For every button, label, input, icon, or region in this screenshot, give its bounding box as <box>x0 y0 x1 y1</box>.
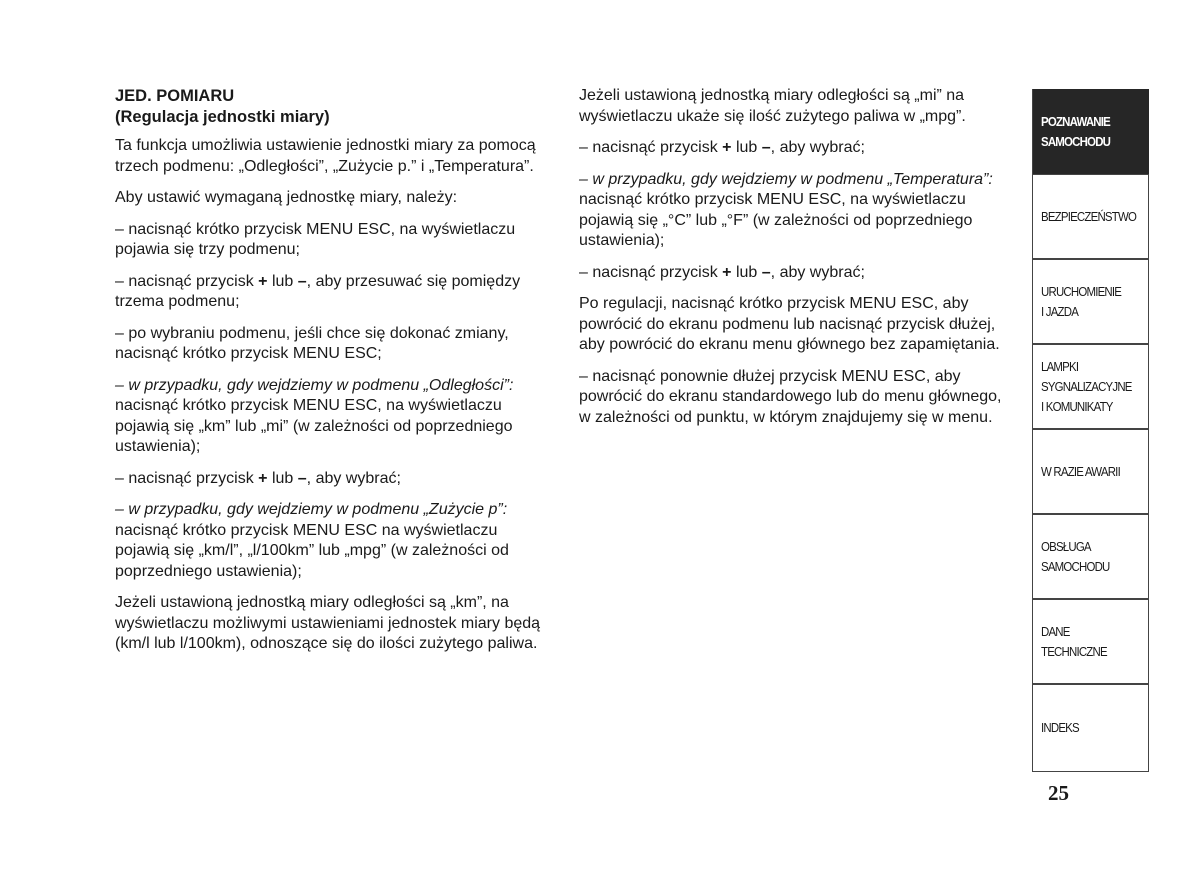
heading-subtitle: (Regulacja jednostki miary) <box>115 107 330 126</box>
minus-symbol: – <box>761 139 771 156</box>
tab-dane-techniczne[interactable] <box>1033 599 1149 684</box>
text-part: lub <box>267 469 298 487</box>
text-part: – nacisnąć przycisk <box>579 263 723 281</box>
distance-lead: – w przypadku, gdy wejdziemy w podmenu „Odległości”: <box>115 376 514 394</box>
step-press-menu-esc: – nacisnąć krótko przycisk MENU ESC, na wyświetlaczu pojawia się trzy podmenu; <box>115 220 516 258</box>
fuel-text: nacisnąć krótko przycisk MENU ESC na wyświetlaczu pojawią się „km/l”, „l/100km” lub „mpg” (w zależności od poprzedniego ustawienia); <box>115 521 509 580</box>
right-column <box>579 86 1017 439</box>
step-fuel-submenu <box>115 500 553 582</box>
plus-symbol: + <box>258 272 268 290</box>
after-regulation-paragraph: Po regulacji, nacisnąć krótko przycisk MENU ESC, aby powrócić do ekranu podmenu lub nacisnąć przycisk dłużej, aby powrócić do ekranu menu głównego bez zapamiętania. <box>579 295 1000 353</box>
tab-label: BEZPIECZEŃSTWO <box>1041 208 1137 224</box>
fuel-lead: – w przypadku, gdy wejdziemy w podmenu „Zużycie p”: <box>115 501 508 518</box>
text-part: lub <box>731 263 762 281</box>
tab-label: INDEKS <box>1041 720 1079 735</box>
text-part: lub <box>267 272 298 290</box>
tab-uruchomienie-i-jazda[interactable] <box>1033 259 1149 344</box>
step-after-select: – po wybraniu podmenu, jeśli chce się dokonać zmiany, nacisnąć krótko przycisk MENU ESC; <box>115 324 509 362</box>
distance-text: nacisnąć krótko przycisk MENU ESC, na wyświetlaczu pojawią się „km” lub „mi” (w zależności od poprzedniego ustawienia); <box>115 397 513 455</box>
plus-symbol: + <box>258 469 268 487</box>
page-number: 25 <box>1048 781 1069 805</box>
how-to-paragraph: Aby ustawić wymaganą jednostkę miary, należy: <box>115 189 458 206</box>
step-press-again: – nacisnąć ponownie dłużej przycisk MENU ESC, aby powrócić do ekranu standardowego lub do menu głównego, w zależności od punktu, w którym znajdujemy się w menu. <box>579 367 1002 426</box>
tab-bezpieczenstwo[interactable] <box>1033 174 1149 259</box>
step-choose-3 <box>579 263 1017 284</box>
tab-label: URUCHOMIENIE I JAZDA <box>1041 283 1122 319</box>
temp-lead: – w przypadku, gdy wejdziemy w podmenu „Temperatura”: <box>579 170 993 188</box>
mi-paragraph: Jeżeli ustawioną jednostką miary odległości są „mi” na wyświetlaczu ukaże się ilość zużytego paliwa w „mpg”. <box>579 87 966 125</box>
heading-title: JED. POMIARU <box>115 87 235 105</box>
tab-label: POZNAWANIE SAMOCHODU <box>1041 113 1111 149</box>
text-part: – nacisnąć przycisk <box>115 469 259 487</box>
text-part: , aby wybrać; <box>770 139 865 156</box>
tab-label: W RAZIE AWARII <box>1041 463 1120 479</box>
text-part: lub <box>731 139 762 156</box>
tab-label: LAMPKI SYGNALIZACYJNE I KOMUNIKATY <box>1041 358 1132 414</box>
km-paragraph: Jeżeli ustawioną jednostką miary odległości są „km”, na wyświetlaczu możliwymi ustawieniami jednostek miary będą (km/l lub l/100km), odnoszące się do ilości zużytego paliwa. <box>115 594 541 652</box>
text-part: – nacisnąć przycisk <box>579 139 723 156</box>
plus-symbol: + <box>722 139 732 156</box>
text-part: , aby wybrać; <box>770 263 865 281</box>
text-part: , aby wybrać; <box>306 469 401 487</box>
section-heading <box>115 86 553 127</box>
step-distance-submenu <box>115 376 553 458</box>
step-choose-1 <box>115 469 553 490</box>
step-move-between-submenus <box>115 272 553 313</box>
text-part: – nacisnąć przycisk <box>115 272 259 290</box>
intro-paragraph: Ta funkcja umożliwia ustawienie jednostki miary za pomocą trzech podmenu: „Odległości”, „Zużycie p.” i „Temperatura”. <box>115 137 536 175</box>
chapter-tabs <box>1032 89 1149 772</box>
plus-symbol: + <box>722 263 732 281</box>
step-choose-2 <box>579 138 1017 159</box>
tab-w-razie-awarii[interactable] <box>1033 429 1149 514</box>
minus-symbol: – <box>761 263 771 281</box>
temp-text: nacisnąć krótko przycisk MENU ESC, na wyświetlaczu pojawią się „°C” lub „°F” (w zależności od poprzedniego ustawienia); <box>579 191 973 249</box>
step-temperature-submenu <box>579 170 1017 252</box>
tab-indeks[interactable] <box>1033 684 1149 772</box>
text-part: , aby przesuwać się pomiędzy trzema podmenu; <box>115 272 521 310</box>
minus-symbol: – <box>297 272 307 290</box>
tab-lampki-sygnalizacyjne[interactable] <box>1033 344 1149 429</box>
tab-poznawanie-samochodu[interactable] <box>1033 89 1149 174</box>
left-column <box>115 86 553 666</box>
tab-label: OBSŁUGA SAMOCHODU <box>1041 538 1110 574</box>
tab-label: DANE TECHNICZNE <box>1041 623 1107 659</box>
tab-obsluga-samochodu[interactable] <box>1033 514 1149 599</box>
minus-symbol: – <box>297 469 307 487</box>
